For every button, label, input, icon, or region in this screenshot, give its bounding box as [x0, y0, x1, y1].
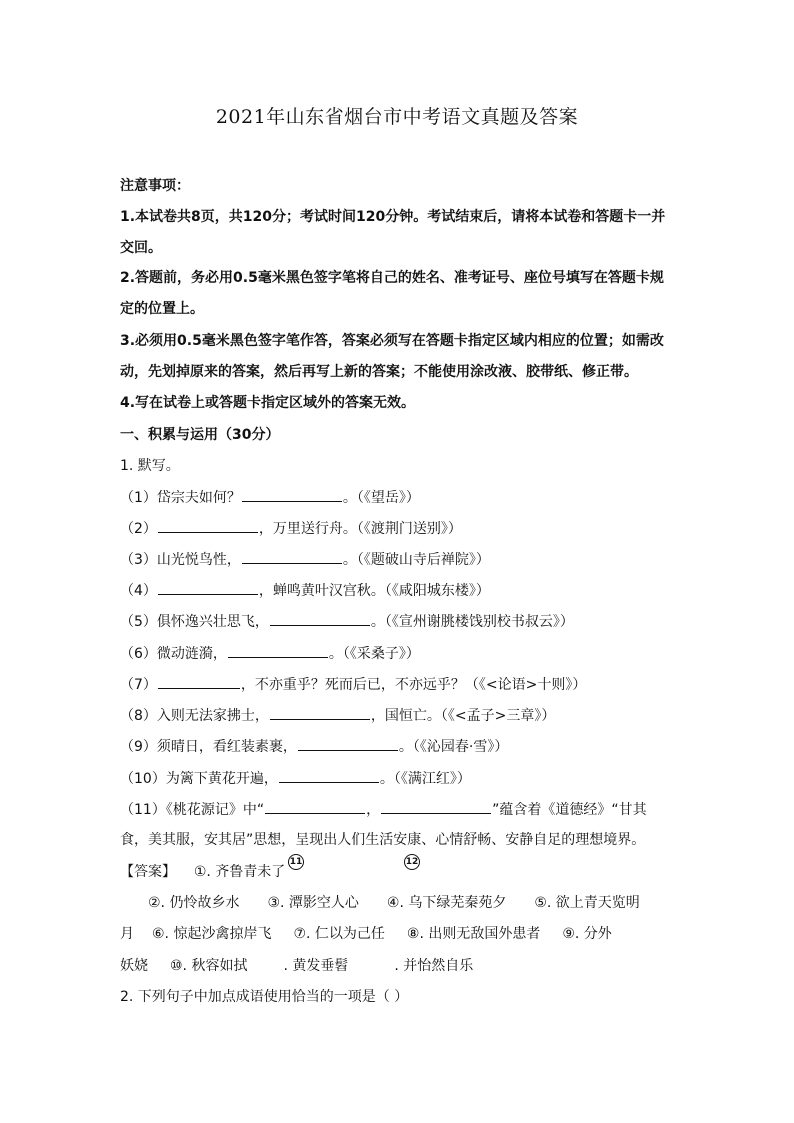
- dictation-item: （8）入则无法家拂士， ，国恒亡。（《<孟子>三章》）: [120, 705, 680, 726]
- notice-line: 4.写在试卷上或答题卡指定区域外的答案无效。: [120, 395, 416, 411]
- dictation-item: （5）俱怀逸兴壮思飞， 。（《宣州谢朓楼饯别校书叔云》）: [120, 611, 680, 632]
- answer-item: . 并怡然自乐: [394, 958, 474, 974]
- answer-item: ⑨. 分外: [562, 926, 612, 942]
- dictation-item: （2） ，万里送行舟。（《渡荆门送别》）: [120, 518, 680, 539]
- question-2-stem: 2. 下列句子中加点成语使用恰当的一项是（ ）: [120, 989, 409, 1005]
- answer-item: 妖娆: [120, 958, 148, 974]
- dictation-item: （10）为篱下黄花开遍， 。（《满江红》）: [120, 768, 680, 789]
- dictation-item: （9）须晴日，看红装素裹， 。（《沁园春·雪》）: [120, 736, 680, 757]
- answer-item: . 黄发垂髫: [283, 958, 349, 974]
- answer-item: ⑩. 秋容如拭: [170, 958, 248, 974]
- answer-row: [120, 862, 680, 882]
- notice-line: 动，先划掉原来的答案，然后再写上新的答案；不能使用涂改液、胶带纸、修正带。: [120, 364, 638, 380]
- notice-line: 2.答题前，务必用0.5毫米黑色签字笔将自己的姓名、准考证号、座位号填写在答题卡规: [120, 270, 664, 286]
- answer-blank[interactable]: [270, 611, 370, 626]
- answer-blank[interactable]: [265, 799, 365, 814]
- answer-blank[interactable]: [158, 518, 258, 533]
- answer-blank[interactable]: [228, 643, 328, 658]
- notice-line: 交回。: [120, 240, 162, 256]
- answer-row: [120, 956, 680, 976]
- answer-item: ①. 齐鲁青未了: [193, 864, 286, 880]
- answer-item: ③. 潭影空人心: [267, 895, 359, 911]
- answer-item: ④. 乌下绿芜秦苑夕: [386, 895, 507, 911]
- answer-label: 【答案】: [120, 864, 176, 880]
- dictation-item: （6）微动涟漪， 。（《采桑子》）: [120, 643, 680, 664]
- section-heading: 一、积累与运用（30分）: [120, 427, 280, 443]
- answer-item: ⑤. 欲上青天览明: [534, 895, 640, 911]
- answer-blank[interactable]: [279, 768, 379, 783]
- answer-blank[interactable]: [242, 549, 342, 564]
- dictation-item: （4） ，蝉鸣黄叶汉宫秋。（《咸阳城东楼》）: [120, 580, 680, 601]
- notice-line: 3.必须用0.5毫米黑色签字笔作答，答案必须写在答题卡指定区域内相应的位置；如需改: [120, 333, 664, 349]
- answer-row: [148, 893, 688, 913]
- notice-heading: 注意事项：: [120, 178, 190, 194]
- answer-blank[interactable]: [270, 705, 370, 720]
- answer-blank[interactable]: [298, 736, 398, 751]
- question-1-stem: 1. 默写。: [120, 458, 180, 474]
- answer-row: [120, 924, 680, 944]
- answer-blank[interactable]: [242, 487, 342, 502]
- answer-item: ⑥. 惊起沙禽掠岸飞: [152, 926, 272, 942]
- notice-line: 定的位置上。: [120, 301, 204, 317]
- answer-blank[interactable]: [158, 580, 258, 595]
- notice-line: 1.本试卷共8页，共120分；考试时间120分钟。考试结束后，请将本试卷和答题卡一并: [120, 209, 666, 225]
- answer-blank[interactable]: [158, 674, 240, 689]
- answer-item: ⑧. 出则无敌国外患者: [406, 926, 541, 942]
- answer-item: ②. 仍怜故乡水: [148, 895, 240, 911]
- dictation-item: （7） ，不亦重乎？死而后已，不亦远乎？（《<论语>十则》）: [120, 674, 680, 695]
- circled-number-12: 12: [404, 854, 420, 870]
- answer-item: ⑦. 仁以为己任: [293, 926, 385, 942]
- dictation-item: （3）山光悦鸟性， 。（《题破山寺后禅院》）: [120, 549, 680, 570]
- circled-number-11: 11: [288, 854, 304, 870]
- dictation-item: （11）《桃花源记》中“ ， ”蕴含着《道德经》“甘其: [120, 799, 680, 820]
- answer-item: 月: [120, 926, 134, 942]
- dictation-item: （1）岱宗夫如何？ 。（《望岳》）: [120, 487, 680, 508]
- dictation-item-continued: 食，美其服，安其居”思想，呈现出人们生活安康、心情舒畅、安静自足的理想境界。: [120, 832, 646, 848]
- answer-blank[interactable]: [381, 799, 491, 814]
- page-title: 2021年山东省烟台市中考语文真题及答案: [215, 106, 579, 128]
